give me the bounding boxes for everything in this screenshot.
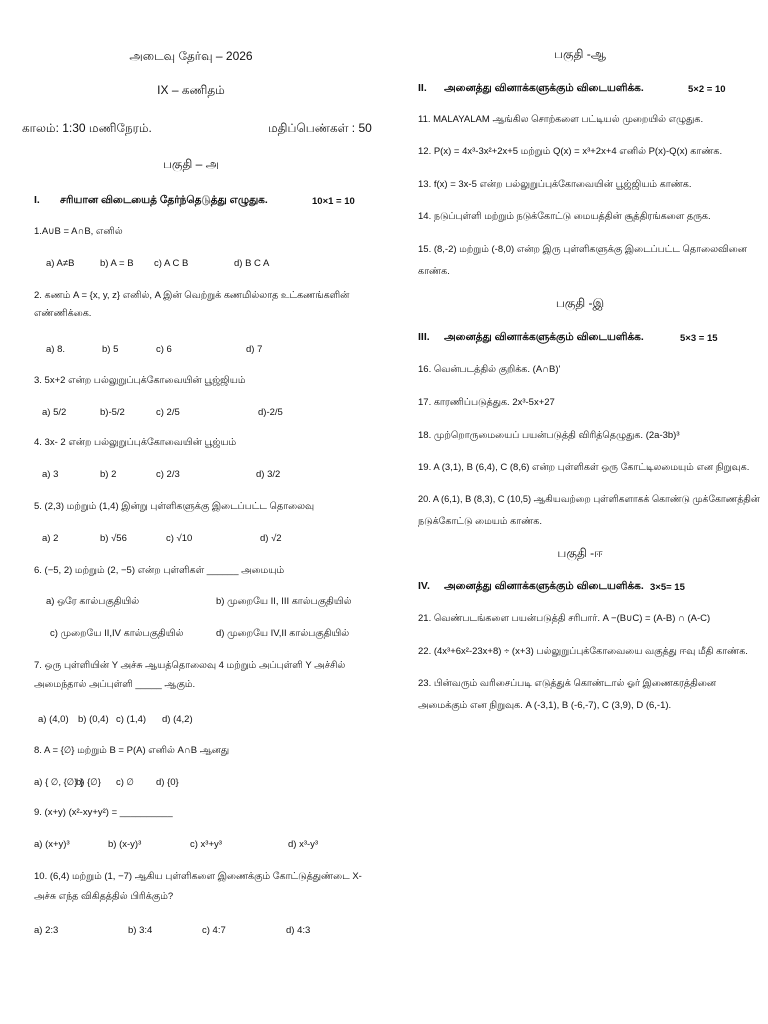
question-11: 11. MALAYALAM ஆங்கில சொற்களை பட்டியல் முறையில் எழுதுக.: [418, 114, 704, 125]
q9-option-a: a) (x+y)³: [34, 839, 70, 850]
question-5: 5. (2,3) மற்றும் (1,4) இன்று புள்ளிகளுக்கு இடைப்பட்ட தொலைவு: [34, 501, 315, 512]
question-10-line-2: அச்சு எந்த விகிதத்தில் பிரிக்கும்?: [34, 891, 174, 902]
q5-option-a: a) 2: [42, 533, 59, 544]
question-7-line-2: அமைந்தால் அப்புள்ளி _____ ஆகும்.: [34, 679, 196, 690]
q3-option-b: b)-5/2: [100, 407, 125, 418]
q1-option-b: b) A = B: [100, 258, 134, 269]
q10-option-b: b) 3:4: [128, 925, 153, 936]
question-12: 12. P(x) = 4x³-3x²+2x+5 மற்றும் Q(x) = x³+2x+4 எனில் P(x)-Q(x) காண்க.: [418, 146, 723, 157]
question-7-line-1: 7. ஒரு புள்ளியின் Y அச்சு ஆயத்தொலைவு 4 மற்றும் அப்புள்ளி Y அச்சில்: [34, 660, 346, 671]
question-20-line-1: 20. A (6,1), B (8,3), C (10,5) ஆகியவற்றை புள்ளிகளாகக் கொண்டு முக்கோணத்தின்: [418, 494, 760, 505]
part-aa-heading: பகுதி -ஆ: [554, 47, 606, 61]
q2-option-c: c) 6: [156, 344, 172, 355]
section-2-instruction: அனைத்து வினாக்களுக்கும் விடையளிக்க.: [444, 82, 644, 94]
q10-option-c: c) 4:7: [202, 925, 226, 936]
question-10-line-1: 10. (6,4) மற்றும் (1, −7) ஆகிய புள்ளிகளை இணைக்கும் கோட்டுத்துண்டை X-: [34, 871, 362, 882]
question-19: 19. A (3,1), B (6,4), C (8,6) என்ற புள்ளிகள் ஒரு கோட்டிலமையும் என நிறுவுக.: [418, 462, 750, 473]
q3-option-c: c) 2/5: [156, 407, 180, 418]
q8-option-c: c) ∅: [116, 777, 134, 788]
q9-option-c: c) x³+y³: [190, 839, 222, 850]
question-21: 21. வெண்படங்களை பயன்படுத்தி சரிபார். A −(B∪C) = (A-B) ∩ (A-C): [418, 613, 711, 624]
question-18: 18. முற்றொருமையைப் பயன்படுத்தி விரித்தெழுதுக. (2a-3b)³: [418, 430, 680, 441]
q5-option-d: d) √2: [260, 533, 282, 544]
question-1: 1.A∪B = A∩B, எனில்: [34, 226, 123, 237]
subject-title: IX – கணிதம்: [157, 83, 225, 97]
section-2-number: II.: [418, 82, 427, 94]
part-a-heading: பகுதி – அ: [162, 157, 220, 171]
q4-option-a: a) 3: [42, 469, 59, 480]
q8-option-b: b) {∅}: [76, 777, 101, 788]
q1-option-a: a) A≠B: [46, 258, 75, 269]
q6-option-a: a) ஒரே கால்பகுதியில்: [46, 596, 140, 607]
section-1-number: I.: [34, 194, 40, 206]
question-16: 16. வென்படத்தில் குறிக்க. (A∩B)': [418, 364, 561, 375]
section-1-marks: 10×1 = 10: [312, 196, 355, 207]
q9-option-b: b) (x-y)³: [108, 839, 142, 850]
question-3: 3. 5x+2 என்ற பல்லுறுப்புக்கோவையின் பூஜ்ஜியம்: [34, 375, 246, 386]
q8-option-d: d) {0}: [156, 777, 179, 788]
question-8: 8. A = {∅} மற்றும் B = P(A) எனில் A∩B ஆனது: [34, 745, 230, 756]
q4-option-c: c) 2/3: [156, 469, 180, 480]
q8-option-a: a) { ∅, {∅} }: [34, 777, 84, 788]
q10-option-a: a) 2:3: [34, 925, 59, 936]
q6-option-c: c) முறையே II,IV கால்பகுதியில்: [50, 628, 184, 639]
question-2-line-1: 2. கணம் A = {x, y, z} எனில், A இன் வெற்றுக் கணமில்லாத உட்கணங்களின்: [34, 290, 350, 301]
q7-option-a: a) (4,0): [38, 714, 69, 725]
section-3-number: III.: [418, 331, 430, 343]
q9-option-d: d) x³-y³: [288, 839, 319, 850]
question-4: 4. 3x- 2 என்ற பல்லுறுப்புக்கோவையின் பூஜ்யம்: [34, 437, 237, 448]
exam-title: அடைவு தேர்வு – 2026: [129, 49, 253, 63]
q3-option-a: a) 5/2: [42, 407, 67, 418]
question-14: 14. நடுப்புள்ளி மற்றும் நடுக்கோட்டு மையத்தின் சூத்திரங்களை தருக.: [418, 211, 711, 222]
question-23-line-1: 23. பின்வரும் வரிசைப்படி எடுத்துக் கொண்டால் ஓர் இணைகரத்தினை: [418, 678, 717, 689]
section-2-marks: 5×2 = 10: [688, 84, 726, 95]
q2-option-d: d) 7: [246, 344, 263, 355]
question-2-line-2: எண்ணிக்கை.: [34, 308, 92, 319]
question-9: 9. (x+y) (x²-xy+y²) = __________: [34, 807, 173, 818]
q7-option-d: d) (4,2): [162, 714, 193, 725]
question-22: 22. (4x³+6x²-23x+8) ÷ (x+3) பல்லுறுப்புக்கோவையை வகுத்து ஈவு மீதி காண்க.: [418, 646, 748, 657]
part-ee-heading: பகுதி -ஈ: [557, 546, 603, 560]
question-15-line-2: காண்க.: [418, 266, 450, 277]
q6-option-b: b) முறையே II, III கால்பகுதியில்: [216, 596, 352, 607]
question-17: 17. காரணிப்படுத்துக. 2x³-5x+27: [418, 397, 555, 408]
q2-option-a: a) 8.: [46, 344, 66, 355]
q1-option-d: d) B C A: [234, 258, 270, 269]
question-20-line-2: நடுக்கோட்டு மையம் காண்க.: [418, 516, 543, 527]
exam-duration: காலம்: 1:30 மணிநேரம்.: [22, 121, 152, 135]
part-i-heading: பகுதி -இ: [555, 296, 605, 310]
q10-option-d: d) 4:3: [286, 925, 311, 936]
section-3-instruction: அனைத்து வினாக்களுக்கும் விடையளிக்க.: [444, 331, 644, 343]
q4-option-b: b) 2: [100, 469, 117, 480]
section-1-instruction: சரியான விடையைத் தேர்ந்தெடுத்து எழுதுக.: [60, 194, 268, 206]
q4-option-d: d) 3/2: [256, 469, 281, 480]
q1-option-c: c) A C B: [154, 258, 189, 269]
question-6: 6. (−5, 2) மற்றும் (2, −5) என்ற புள்ளிகள் ______ அமையும்: [34, 565, 285, 576]
q5-option-b: b) √56: [100, 533, 127, 544]
question-23-line-2: அமைக்கும் என நிறுவுக. A (-3,1), B (-6,-7), C (3,9), D (6,-1).: [418, 700, 672, 711]
q3-option-d: d)-2/5: [258, 407, 283, 418]
section-4-instruction: அனைத்து வினாக்களுக்கும் விடையளிக்க.: [444, 580, 644, 592]
q7-option-c: c) (1,4): [116, 714, 147, 725]
q7-option-b: b) (0,4): [78, 714, 109, 725]
section-3-marks: 5×3 = 15: [680, 333, 718, 344]
section-4-number: IV.: [418, 580, 430, 592]
question-15-line-1: 15. (8,-2) மற்றும் (-8,0) என்ற இரு புள்ளிகளுக்கு இடைப்பட்ட தொலைவினை: [418, 244, 747, 255]
section-4-marks: 3×5= 15: [650, 582, 685, 593]
q6-option-d: d) முறையே IV,II கால்பகுதியில்: [216, 628, 350, 639]
q5-option-c: c) √10: [166, 533, 193, 544]
question-13: 13. f(x) = 3x-5 என்ற பல்லுறுப்புக்கோவையின் பூஜ்ஜியம் காண்க.: [418, 179, 692, 190]
q2-option-b: b) 5: [102, 344, 119, 355]
total-marks: மதிப்பெண்கள் : 50: [268, 121, 372, 135]
